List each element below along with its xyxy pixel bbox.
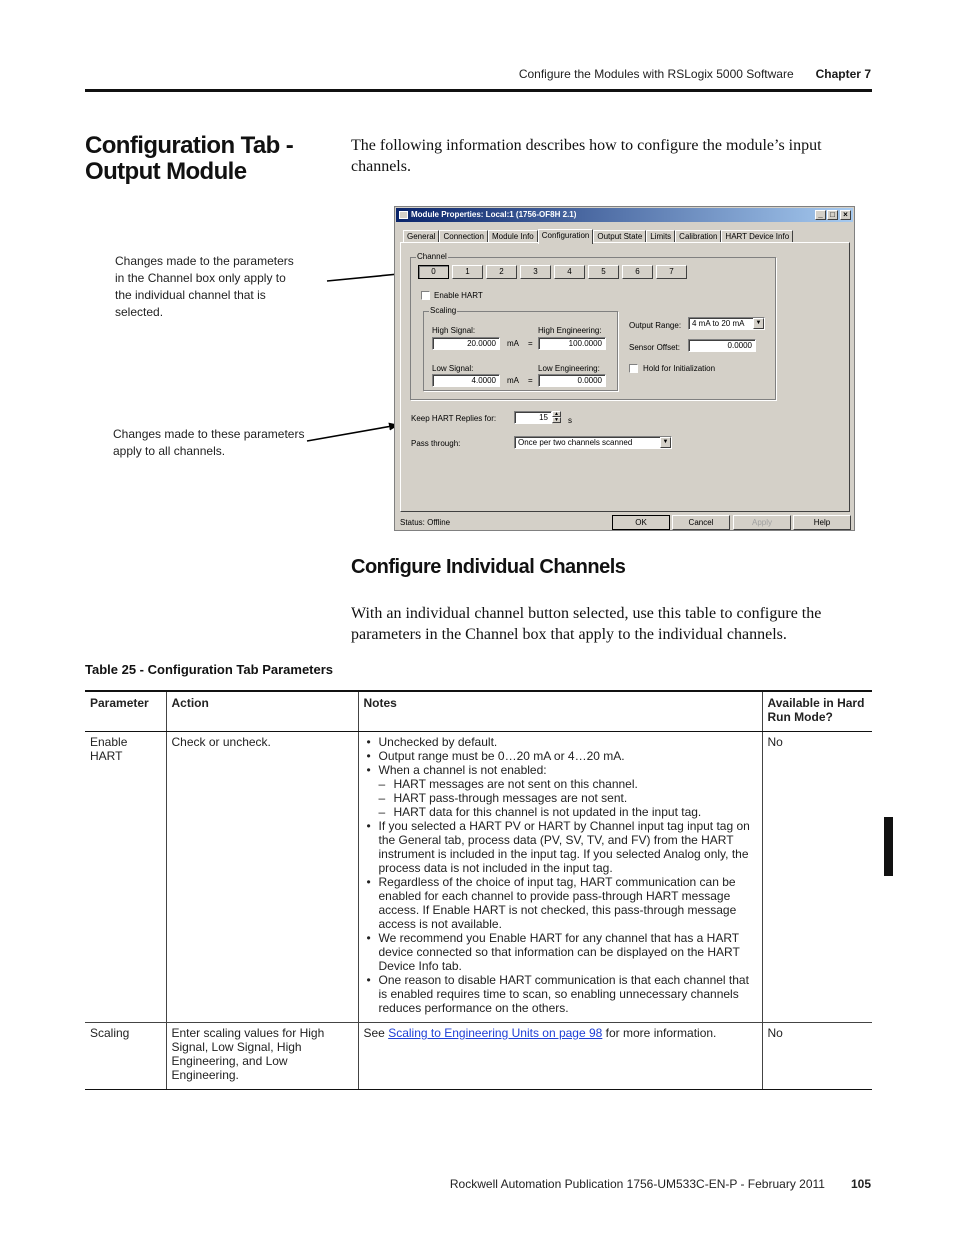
note-item: • We recommend you Enable HART for any channel that has a HART device connected so that information can be displayed on the HART Device Info tab. bbox=[364, 931, 757, 973]
note-item: • If you selected a HART PV or HART by Channel input tag input tag on the General tab, process data (PV, SV, TV, and FV) from the HART instrument is included in the input tag. If you selected Analog only, the process data is not included in the input tag. bbox=[364, 819, 757, 875]
scaling-reference-link[interactable]: Scaling to Engineering Units on page 98 bbox=[388, 1026, 603, 1040]
channel-button-1[interactable]: 1 bbox=[452, 265, 483, 279]
tab-module-info[interactable]: Module Info bbox=[488, 230, 538, 243]
table-row bbox=[85, 732, 872, 1023]
high-signal-label: High Signal: bbox=[432, 326, 476, 335]
spin-up-icon[interactable]: ▲ bbox=[552, 411, 561, 417]
note-item: • Regardless of the choice of input tag, HART communication can be enabled for each channel to provide pass-through HART message access. If Enable HART is not checked, this pass-through message access is not available. bbox=[364, 875, 757, 931]
tab-configuration[interactable]: Configuration bbox=[538, 229, 594, 244]
help-button[interactable]: Help bbox=[793, 515, 851, 530]
footer-publication: Rockwell Automation Publication 1756-UM533C-EN-P - February 2011 bbox=[449, 1177, 825, 1191]
chevron-down-icon[interactable]: ▼ bbox=[660, 437, 671, 448]
tab-connection[interactable]: Connection bbox=[439, 230, 487, 243]
high-signal-unit: mA bbox=[507, 339, 519, 348]
cell-notes bbox=[358, 732, 762, 1023]
tab-limits[interactable]: Limits bbox=[646, 230, 675, 243]
high-engineering-field[interactable]: 100.0000 bbox=[538, 337, 606, 350]
tab-general[interactable]: General bbox=[403, 230, 439, 243]
callout-channel-box: Changes made to the parameters in the Channel box only apply to the individual channel that is selected. bbox=[115, 254, 294, 319]
maximize-icon[interactable]: □ bbox=[827, 210, 838, 220]
enable-hart-label: Enable HART bbox=[434, 291, 483, 300]
close-icon[interactable]: × bbox=[840, 210, 851, 220]
sub-note-item: – HART pass-through messages are not sent. bbox=[379, 791, 757, 805]
low-engineering-label: Low Engineering: bbox=[538, 364, 600, 373]
channel-button-4[interactable]: 4 bbox=[554, 265, 585, 279]
section-title-line-1: Configuration Tab - bbox=[85, 132, 294, 159]
cell-available: No bbox=[762, 1023, 872, 1090]
chapter-thumb-tab bbox=[884, 817, 893, 876]
apply-button[interactable]: Apply bbox=[733, 515, 791, 530]
sub-note-item: – HART data for this channel is not updated in the input tag. bbox=[379, 805, 757, 819]
output-range-label: Output Range: bbox=[629, 321, 682, 330]
tab-hart-device-info[interactable]: HART Device Info bbox=[721, 230, 793, 243]
note-item bbox=[364, 763, 757, 819]
header-available: Available in Hard Run Mode? bbox=[762, 691, 872, 732]
callout-all-channels: Changes made to these parameters apply to all channels. bbox=[113, 427, 305, 458]
keep-hart-unit: s bbox=[568, 416, 572, 425]
low-signal-unit: mA bbox=[507, 376, 519, 385]
tab-output-state[interactable]: Output State bbox=[593, 230, 646, 243]
table-row bbox=[85, 1023, 872, 1090]
cell-parameter: Scaling bbox=[85, 1023, 166, 1090]
ok-button[interactable]: OK bbox=[612, 515, 670, 530]
sub-notes-list bbox=[379, 777, 757, 819]
spin-down-icon[interactable]: ▼ bbox=[552, 417, 561, 423]
low-engineering-field[interactable]: 0.0000 bbox=[538, 374, 606, 387]
status-text: Status: Offline bbox=[400, 518, 451, 527]
header-notes: Notes bbox=[358, 691, 762, 732]
module-properties-dialog bbox=[394, 206, 855, 531]
cell-action: Enter scaling values for High Signal, Low Signal, High Engineering, and Low Engineering. bbox=[166, 1023, 358, 1090]
sub-note-item: – HART messages are not sent on this channel. bbox=[379, 777, 757, 791]
cancel-button[interactable]: Cancel bbox=[672, 515, 730, 530]
high-signal-field[interactable]: 20.0000 bbox=[432, 337, 500, 350]
high-engineering-label: High Engineering: bbox=[538, 326, 602, 335]
notes-list bbox=[364, 735, 757, 1015]
header-chapter: Chapter 7 bbox=[815, 67, 871, 81]
configuration-parameters-table bbox=[85, 690, 872, 1090]
minimize-icon[interactable]: _ bbox=[815, 210, 826, 220]
high-equals-sign: = bbox=[528, 339, 533, 348]
keep-hart-replies-label: Keep HART Replies for: bbox=[411, 414, 497, 423]
low-equals-sign: = bbox=[528, 376, 533, 385]
table-caption: Table 25 - Configuration Tab Parameters bbox=[85, 662, 334, 677]
output-range-select[interactable] bbox=[688, 317, 765, 330]
chevron-down-icon[interactable]: ▼ bbox=[753, 318, 764, 329]
note-item: • Unchecked by default. bbox=[364, 735, 757, 749]
page-number: 105 bbox=[850, 1177, 871, 1191]
pass-through-label: Pass through: bbox=[411, 439, 461, 448]
pass-through-select[interactable] bbox=[514, 436, 672, 449]
channel-button-7[interactable]: 7 bbox=[656, 265, 687, 279]
intro-paragraph: The following information describes how to configure the module’s input channels. bbox=[351, 137, 822, 175]
tab-calibration[interactable]: Calibration bbox=[675, 230, 721, 243]
dialog-tabs bbox=[403, 229, 793, 243]
dialog-title-bar bbox=[396, 208, 853, 222]
hold-for-initialization-checkbox[interactable] bbox=[629, 364, 638, 373]
note-item: • One reason to disable HART communication is that each channel that is enabled requires time to scan, so enabling unnecessary channels reduces performance on the others. bbox=[364, 973, 757, 1015]
sensor-offset-field[interactable]: 0.0000 bbox=[688, 339, 756, 352]
channel-button-0[interactable]: 0 bbox=[418, 265, 449, 279]
channel-button-6[interactable]: 6 bbox=[622, 265, 653, 279]
notes-suffix: for more information. bbox=[602, 1026, 717, 1040]
cell-notes bbox=[358, 1023, 762, 1090]
keep-hart-replies-field[interactable]: 15 bbox=[514, 411, 552, 424]
cell-action: Check or uncheck. bbox=[166, 732, 358, 1023]
pass-through-value: Once per two channels scanned bbox=[518, 438, 633, 447]
enable-hart-checkbox[interactable] bbox=[421, 291, 430, 300]
keep-hart-spinner[interactable] bbox=[552, 411, 561, 424]
body-paragraph: With an individual channel button selected, use this table to configure the parameters in the Channel box that apply to the individual channels. bbox=[351, 605, 822, 643]
subheading: Configure Individual Channels bbox=[351, 556, 626, 578]
scaling-group-label: Scaling bbox=[430, 306, 457, 315]
section-title-line-2: Output Module bbox=[85, 158, 247, 185]
notes-prefix: See bbox=[363, 1026, 389, 1040]
header-section-title: Configure the Modules with RSLogix 5000 Software bbox=[518, 67, 794, 81]
window-icon bbox=[399, 211, 408, 219]
output-range-value: 4 mA to 20 mA bbox=[692, 319, 745, 328]
callout-arrow-all bbox=[307, 425, 398, 441]
channel-button-3[interactable]: 3 bbox=[520, 265, 551, 279]
channel-button-5[interactable]: 5 bbox=[588, 265, 619, 279]
note-item: • Output range must be 0…20 mA or 4…20 mA. bbox=[364, 749, 757, 763]
channel-button-2[interactable]: 2 bbox=[486, 265, 517, 279]
cell-available: No bbox=[762, 732, 872, 1023]
sensor-offset-label: Sensor Offset: bbox=[629, 343, 680, 352]
dialog-title: Module Properties: Local:1 (1756-OF8H 2.1) bbox=[411, 210, 577, 219]
low-signal-field[interactable]: 4.0000 bbox=[432, 374, 500, 387]
header-action: Action bbox=[166, 691, 358, 732]
cell-parameter: Enable HART bbox=[85, 732, 166, 1023]
hold-for-initialization-label: Hold for Initialization bbox=[643, 364, 716, 373]
page-footer bbox=[85, 1177, 871, 1191]
header-parameter: Parameter bbox=[85, 691, 166, 732]
channel-group-label: Channel bbox=[417, 252, 447, 261]
low-signal-label: Low Signal: bbox=[432, 364, 474, 373]
table-header-row bbox=[85, 691, 872, 732]
note-text: When a channel is not enabled: bbox=[378, 763, 547, 777]
